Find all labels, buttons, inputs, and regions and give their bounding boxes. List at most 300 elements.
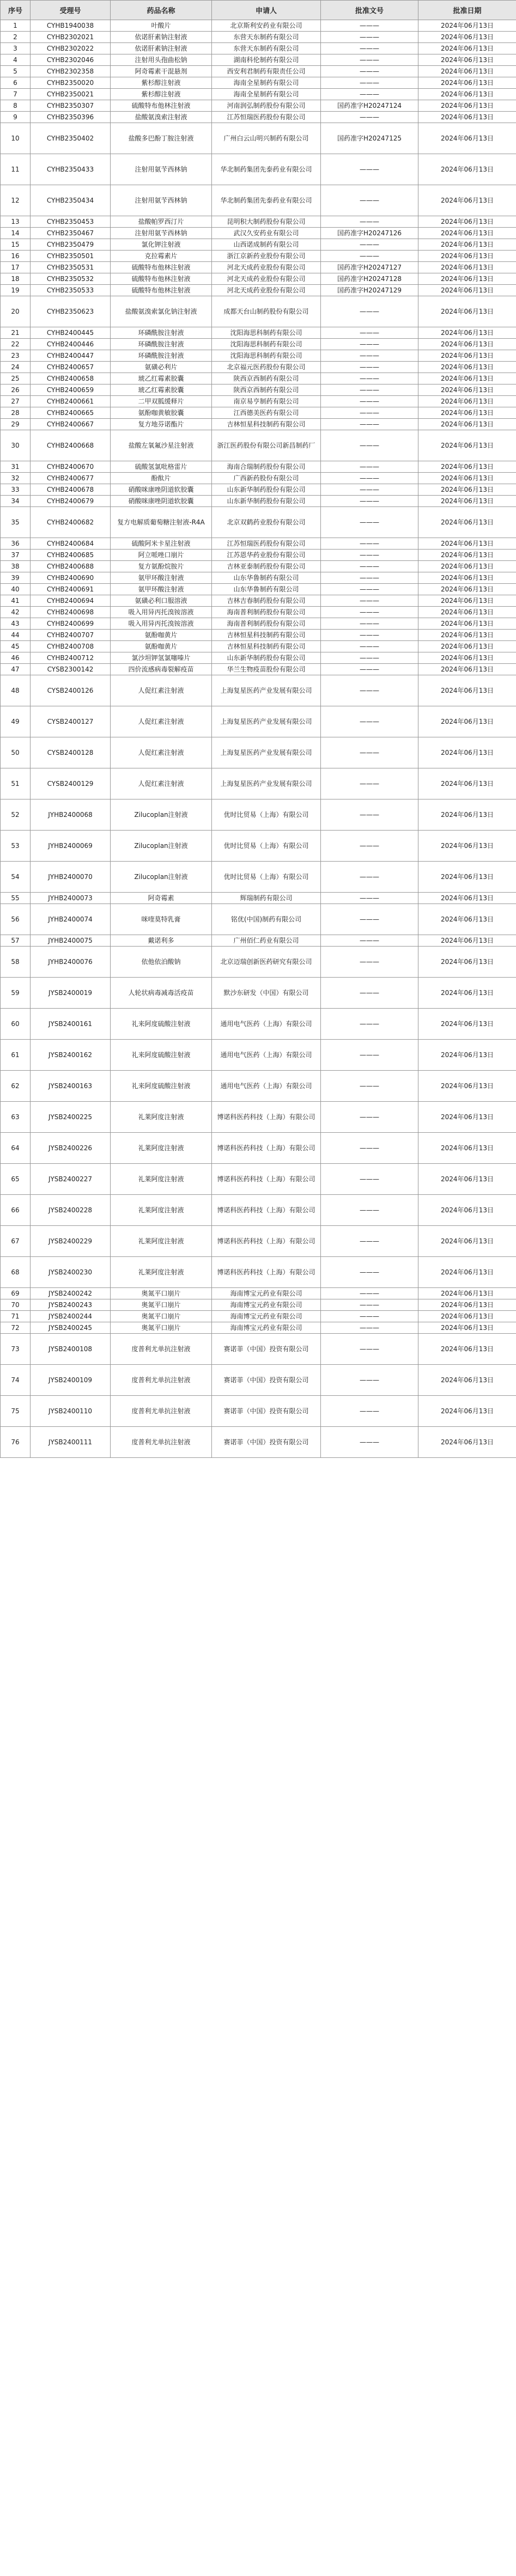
cell-drug-name: 硫酸特布他林注射液 xyxy=(111,273,212,285)
table-row xyxy=(1,373,516,384)
cell-approval-no: ——— xyxy=(321,664,418,675)
cell-acceptance-no: CYHB2400699 xyxy=(31,618,111,630)
cell-drug-name: 氨酚咖黄片 xyxy=(111,641,212,652)
cell-applicant: 北京斯利安药业有限公司 xyxy=(212,20,321,32)
cell-approval-no: ——— xyxy=(321,1396,418,1427)
cell-drug-name: 复方电解质葡萄糖注射液-R4A xyxy=(111,507,212,538)
cell-approval-no: ——— xyxy=(321,54,418,66)
cell-applicant: 沈阳海思科制药有限公司 xyxy=(212,327,321,339)
table-row xyxy=(1,496,516,507)
table-row xyxy=(1,561,516,572)
cell-drug-name: 盐酸左氧氟沙星注射液 xyxy=(111,430,212,461)
cell-applicant: 广州佰仁药业有限公司 xyxy=(212,935,321,947)
cell-applicant: 浙江医药股份有限公司新昌制药厂 xyxy=(212,430,321,461)
cell-index: 6 xyxy=(1,77,31,89)
cell-approval-no: ——— xyxy=(321,384,418,396)
cell-approval-date: 2024年06月13日 xyxy=(418,652,516,664)
cell-applicant: 吉林吉春制药股份有限公司 xyxy=(212,595,321,607)
cell-approval-no: ——— xyxy=(321,737,418,768)
cell-approval-no: 国药准字H20247128 xyxy=(321,273,418,285)
cell-approval-no: ——— xyxy=(321,339,418,350)
cell-acceptance-no: JYSB2400243 xyxy=(31,1299,111,1311)
cell-approval-no: ——— xyxy=(321,296,418,327)
cell-index: 28 xyxy=(1,407,31,419)
cell-approval-date: 2024年06月13日 xyxy=(418,350,516,362)
cell-approval-date: 2024年06月13日 xyxy=(418,89,516,100)
cell-drug-name: 人促红素注射液 xyxy=(111,706,212,737)
table-row xyxy=(1,20,516,32)
cell-applicant: 辉瑞制药有限公司 xyxy=(212,893,321,904)
cell-acceptance-no: CYHB2400667 xyxy=(31,419,111,430)
cell-applicant: 北京福元医药股份有限公司 xyxy=(212,362,321,373)
cell-approval-no: ——— xyxy=(321,185,418,216)
cell-drug-name: 阿奇霉素 xyxy=(111,893,212,904)
table-row xyxy=(1,584,516,595)
cell-drug-name: 注射用头孢曲松钠 xyxy=(111,54,212,66)
cell-applicant: 海南博宝元药业有限公司 xyxy=(212,1311,321,1322)
cell-applicant: 吉林亚泰制药股份有限公司 xyxy=(212,561,321,572)
cell-drug-name: 度普利尤单抗注射液 xyxy=(111,1365,212,1396)
cell-index: 71 xyxy=(1,1311,31,1322)
cell-approval-no: 国药准字H20247125 xyxy=(321,123,418,154)
cell-index: 51 xyxy=(1,768,31,799)
table-row xyxy=(1,607,516,618)
cell-approval-no: ——— xyxy=(321,706,418,737)
cell-approval-no: ——— xyxy=(321,978,418,1009)
table-row xyxy=(1,396,516,407)
cell-acceptance-no: CYSB2400128 xyxy=(31,737,111,768)
cell-acceptance-no: JYHB2400073 xyxy=(31,893,111,904)
table-row xyxy=(1,1311,516,1322)
cell-index: 43 xyxy=(1,618,31,630)
cell-drug-name: 礼莱阿度注射液 xyxy=(111,1226,212,1257)
cell-acceptance-no: JYSB2400245 xyxy=(31,1322,111,1334)
cell-applicant: 山东新华制药股份有限公司 xyxy=(212,496,321,507)
cell-approval-no: ——— xyxy=(321,89,418,100)
cell-applicant: 陕西京西制药有限公司 xyxy=(212,384,321,396)
cell-acceptance-no: CYHB2350467 xyxy=(31,228,111,239)
cell-index: 72 xyxy=(1,1322,31,1334)
cell-applicant: 湖南科伦制药有限公司 xyxy=(212,54,321,66)
cell-approval-date: 2024年06月13日 xyxy=(418,1334,516,1365)
table-row xyxy=(1,572,516,584)
cell-approval-date: 2024年06月13日 xyxy=(418,362,516,373)
cell-acceptance-no: CYHB2350532 xyxy=(31,273,111,285)
header-approval-no: 批准文号 xyxy=(321,1,418,20)
cell-approval-date: 2024年06月13日 xyxy=(418,32,516,43)
cell-drug-name: Zilucoplan注射液 xyxy=(111,831,212,862)
cell-approval-no: ——— xyxy=(321,652,418,664)
table-row xyxy=(1,1009,516,1040)
cell-drug-name: Zilucoplan注射液 xyxy=(111,799,212,831)
cell-index: 61 xyxy=(1,1040,31,1071)
cell-approval-no: ——— xyxy=(321,538,418,550)
cell-drug-name: 硫酸特布他林注射液 xyxy=(111,100,212,112)
cell-approval-date: 2024年06月13日 xyxy=(418,373,516,384)
cell-approval-date: 2024年06月13日 xyxy=(418,100,516,112)
cell-approval-date: 2024年06月13日 xyxy=(418,1396,516,1427)
cell-approval-no: ——— xyxy=(321,1322,418,1334)
table-row xyxy=(1,112,516,123)
cell-index: 22 xyxy=(1,339,31,350)
cell-drug-name: 度普利尤单抗注射液 xyxy=(111,1334,212,1365)
cell-approval-no: ——— xyxy=(321,630,418,641)
cell-approval-date: 2024年06月13日 xyxy=(418,407,516,419)
cell-applicant: 吉林恒星科技制药有限公司 xyxy=(212,419,321,430)
cell-index: 12 xyxy=(1,185,31,216)
cell-acceptance-no: CYHB2400658 xyxy=(31,373,111,384)
cell-drug-name: 奥氮平口崩片 xyxy=(111,1311,212,1322)
cell-drug-name: Zilucoplan注射液 xyxy=(111,862,212,893)
table-row xyxy=(1,1071,516,1102)
cell-approval-date: 2024年06月13日 xyxy=(418,641,516,652)
cell-applicant: 武汉久安药业有限公司 xyxy=(212,228,321,239)
cell-acceptance-no: JYSB2400228 xyxy=(31,1195,111,1226)
cell-index: 3 xyxy=(1,43,31,54)
cell-approval-date: 2024年06月13日 xyxy=(418,77,516,89)
cell-drug-name: 紫杉醇注射液 xyxy=(111,77,212,89)
cell-applicant: 沈阳海思科制药有限公司 xyxy=(212,339,321,350)
cell-acceptance-no: CYHB2350307 xyxy=(31,100,111,112)
cell-approval-date: 2024年06月13日 xyxy=(418,675,516,706)
cell-acceptance-no: CYHB2400677 xyxy=(31,473,111,484)
cell-applicant: 陕西京西制药有限公司 xyxy=(212,373,321,384)
cell-approval-no: ——— xyxy=(321,595,418,607)
cell-applicant: 通用电气医药（上海）有限公司 xyxy=(212,1009,321,1040)
table-row xyxy=(1,239,516,251)
cell-index: 70 xyxy=(1,1299,31,1311)
cell-acceptance-no: JYHB2400074 xyxy=(31,904,111,935)
cell-acceptance-no: JYSB2400163 xyxy=(31,1071,111,1102)
cell-approval-no: ——— xyxy=(321,473,418,484)
cell-drug-name: 复方氨酚烷胺片 xyxy=(111,561,212,572)
cell-approval-no: ——— xyxy=(321,935,418,947)
cell-index: 76 xyxy=(1,1427,31,1458)
cell-approval-date: 2024年06月13日 xyxy=(418,550,516,561)
cell-index: 74 xyxy=(1,1365,31,1396)
cell-approval-no: 国药准字H20247126 xyxy=(321,228,418,239)
cell-index: 49 xyxy=(1,706,31,737)
cell-approval-no: ——— xyxy=(321,947,418,978)
cell-approval-no: ——— xyxy=(321,419,418,430)
cell-drug-name: 硫酸特布他林注射液 xyxy=(111,285,212,296)
cell-applicant: 广州白云山明兴制药有限公司 xyxy=(212,123,321,154)
cell-index: 8 xyxy=(1,100,31,112)
cell-acceptance-no: CYSB2400126 xyxy=(31,675,111,706)
cell-approval-no: ——— xyxy=(321,1288,418,1299)
cell-approval-no: ——— xyxy=(321,1040,418,1071)
cell-approval-no: ——— xyxy=(321,430,418,461)
cell-acceptance-no: CYHB2400445 xyxy=(31,327,111,339)
cell-applicant: 海南博宝元药业有限公司 xyxy=(212,1322,321,1334)
cell-acceptance-no: CYHB2302021 xyxy=(31,32,111,43)
cell-approval-no: ——— xyxy=(321,20,418,32)
cell-acceptance-no: CYHB2400682 xyxy=(31,507,111,538)
cell-approval-no: ——— xyxy=(321,1257,418,1288)
cell-drug-name: 礼莱阿度注射液 xyxy=(111,1257,212,1288)
cell-drug-name: 礼莱阿度注射液 xyxy=(111,1164,212,1195)
table-row xyxy=(1,1427,516,1458)
cell-acceptance-no: CYHB2350501 xyxy=(31,251,111,262)
cell-approval-no: ——— xyxy=(321,550,418,561)
cell-approval-date: 2024年06月13日 xyxy=(418,185,516,216)
cell-index: 37 xyxy=(1,550,31,561)
table-row xyxy=(1,1365,516,1396)
cell-drug-name: 二甲双胍缓释片 xyxy=(111,396,212,407)
cell-index: 52 xyxy=(1,799,31,831)
cell-approval-no: ——— xyxy=(321,584,418,595)
cell-approval-no: ——— xyxy=(321,327,418,339)
cell-index: 29 xyxy=(1,419,31,430)
cell-drug-name: 吸入用异丙托溴铵溶液 xyxy=(111,607,212,618)
cell-index: 26 xyxy=(1,384,31,396)
cell-approval-no: ——— xyxy=(321,893,418,904)
cell-drug-name: 氨酚咖黄片 xyxy=(111,630,212,641)
cell-index: 2 xyxy=(1,32,31,43)
cell-acceptance-no: JYSB2400161 xyxy=(31,1009,111,1040)
cell-approval-date: 2024年06月13日 xyxy=(418,273,516,285)
cell-approval-date: 2024年06月13日 xyxy=(418,893,516,904)
cell-approval-no: ——— xyxy=(321,675,418,706)
cell-acceptance-no: CYHB2400708 xyxy=(31,641,111,652)
table-row xyxy=(1,1226,516,1257)
cell-approval-date: 2024年06月13日 xyxy=(418,1311,516,1322)
cell-index: 39 xyxy=(1,572,31,584)
cell-approval-date: 2024年06月13日 xyxy=(418,1288,516,1299)
cell-applicant: 海南合瑞制药股份有限公司 xyxy=(212,461,321,473)
cell-index: 45 xyxy=(1,641,31,652)
cell-applicant: 昆明积大制药股份有限公司 xyxy=(212,216,321,228)
cell-index: 9 xyxy=(1,112,31,123)
cell-index: 24 xyxy=(1,362,31,373)
table-row xyxy=(1,43,516,54)
cell-approval-date: 2024年06月13日 xyxy=(418,1195,516,1226)
table-row xyxy=(1,904,516,935)
cell-acceptance-no: CYHB2400712 xyxy=(31,652,111,664)
cell-approval-date: 2024年06月13日 xyxy=(418,607,516,618)
cell-approval-date: 2024年06月13日 xyxy=(418,430,516,461)
cell-index: 5 xyxy=(1,66,31,77)
cell-approval-no: ——— xyxy=(321,362,418,373)
cell-applicant: 江苏恒瑞医药股份有限公司 xyxy=(212,538,321,550)
cell-drug-name: 咪喹莫特乳膏 xyxy=(111,904,212,935)
cell-drug-name: 硫酸阿米卡星注射液 xyxy=(111,538,212,550)
cell-applicant: 江苏恩华药业股份有限公司 xyxy=(212,550,321,561)
cell-index: 15 xyxy=(1,239,31,251)
cell-drug-name: 环磷酰胺注射液 xyxy=(111,339,212,350)
cell-drug-name: 氯化钾注射液 xyxy=(111,239,212,251)
cell-approval-date: 2024年06月13日 xyxy=(418,216,516,228)
cell-applicant: 山东华鲁制药有限公司 xyxy=(212,584,321,595)
cell-approval-date: 2024年06月13日 xyxy=(418,419,516,430)
table-row xyxy=(1,228,516,239)
cell-drug-name: 克拉霉素片 xyxy=(111,251,212,262)
cell-index: 32 xyxy=(1,473,31,484)
cell-approval-no: ——— xyxy=(321,484,418,496)
cell-drug-name: 礼莱阿度注射液 xyxy=(111,1133,212,1164)
cell-drug-name: 礼莱阿度注射液 xyxy=(111,1195,212,1226)
cell-approval-date: 2024年06月13日 xyxy=(418,1299,516,1311)
cell-applicant: 南京易亨制药有限公司 xyxy=(212,396,321,407)
cell-approval-no: ——— xyxy=(321,77,418,89)
table-row xyxy=(1,273,516,285)
cell-approval-date: 2024年06月13日 xyxy=(418,239,516,251)
cell-approval-no: ——— xyxy=(321,799,418,831)
cell-approval-date: 2024年06月13日 xyxy=(418,473,516,484)
table-row xyxy=(1,262,516,273)
cell-applicant: 河北天成药业股份有限公司 xyxy=(212,285,321,296)
cell-acceptance-no: CYHB2350402 xyxy=(31,123,111,154)
cell-drug-name: 奥氮平口崩片 xyxy=(111,1288,212,1299)
table-row xyxy=(1,285,516,296)
table-row xyxy=(1,595,516,607)
cell-index: 20 xyxy=(1,296,31,327)
cell-approval-no: ——— xyxy=(321,396,418,407)
cell-approval-date: 2024年06月13日 xyxy=(418,737,516,768)
cell-index: 40 xyxy=(1,584,31,595)
cell-drug-name: 盐酸氨溴索注射液 xyxy=(111,112,212,123)
cell-approval-date: 2024年06月13日 xyxy=(418,630,516,641)
table-row xyxy=(1,339,516,350)
cell-drug-name: 人促红素注射液 xyxy=(111,737,212,768)
cell-applicant: 通用电气医药（上海）有限公司 xyxy=(212,1071,321,1102)
cell-drug-name: 礼来阿度硫酸注射液 xyxy=(111,1040,212,1071)
cell-approval-no: ——— xyxy=(321,572,418,584)
cell-applicant: 赛诺菲（中国）投资有限公司 xyxy=(212,1365,321,1396)
cell-approval-no: ——— xyxy=(321,1071,418,1102)
cell-acceptance-no: CYHB2400446 xyxy=(31,339,111,350)
cell-applicant: 山西诺成制药有限公司 xyxy=(212,239,321,251)
cell-applicant: 江西德美医药有限公司 xyxy=(212,407,321,419)
table-row xyxy=(1,641,516,652)
cell-acceptance-no: JYHB2400068 xyxy=(31,799,111,831)
table-row xyxy=(1,947,516,978)
cell-drug-name: 礼莱阿度注射液 xyxy=(111,1102,212,1133)
cell-drug-name: 紫杉醇注射液 xyxy=(111,89,212,100)
cell-drug-name: 人促红素注射液 xyxy=(111,768,212,799)
cell-acceptance-no: CYHB2302358 xyxy=(31,66,111,77)
cell-drug-name: 氨甲环酸注射液 xyxy=(111,572,212,584)
cell-approval-no: ——— xyxy=(321,1133,418,1164)
cell-acceptance-no: CYSB2400127 xyxy=(31,706,111,737)
cell-approval-date: 2024年06月13日 xyxy=(418,1365,516,1396)
cell-approval-date: 2024年06月13日 xyxy=(418,507,516,538)
cell-drug-name: 礼来阿度硫酸注射液 xyxy=(111,1071,212,1102)
table-row xyxy=(1,407,516,419)
cell-acceptance-no: JYSB2400230 xyxy=(31,1257,111,1288)
cell-index: 63 xyxy=(1,1102,31,1133)
cell-acceptance-no: CYHB2400679 xyxy=(31,496,111,507)
table-row xyxy=(1,507,516,538)
cell-approval-date: 2024年06月13日 xyxy=(418,935,516,947)
table-row xyxy=(1,935,516,947)
cell-applicant: 吉林恒星科技制药有限公司 xyxy=(212,641,321,652)
cell-index: 57 xyxy=(1,935,31,947)
cell-acceptance-no: CYHB2350021 xyxy=(31,89,111,100)
table-row xyxy=(1,862,516,893)
cell-index: 16 xyxy=(1,251,31,262)
cell-acceptance-no: JYSB2400229 xyxy=(31,1226,111,1257)
table-row xyxy=(1,123,516,154)
table-row xyxy=(1,893,516,904)
table-row xyxy=(1,1257,516,1288)
cell-approval-date: 2024年06月13日 xyxy=(418,43,516,54)
cell-applicant: 东营天东制药有限公司 xyxy=(212,43,321,54)
cell-applicant: 广西新药股份有限公司 xyxy=(212,473,321,484)
cell-acceptance-no: CYHB2400659 xyxy=(31,384,111,396)
table-row xyxy=(1,706,516,737)
cell-acceptance-no: CYHB2350623 xyxy=(31,296,111,327)
cell-approval-date: 2024年06月13日 xyxy=(418,561,516,572)
cell-acceptance-no: CYHB2400685 xyxy=(31,550,111,561)
cell-index: 65 xyxy=(1,1164,31,1195)
cell-drug-name: 礼来阿度硫酸注射液 xyxy=(111,1009,212,1040)
cell-acceptance-no: CYHB2350396 xyxy=(31,112,111,123)
cell-approval-no: 国药准字H20247129 xyxy=(321,285,418,296)
cell-drug-name: 四价流感病毒裂解疫苗 xyxy=(111,664,212,675)
cell-acceptance-no: JYSB2400111 xyxy=(31,1427,111,1458)
cell-drug-name: 阿奇霉素干混悬剂 xyxy=(111,66,212,77)
cell-approval-date: 2024年06月13日 xyxy=(418,1040,516,1071)
cell-approval-date: 2024年06月13日 xyxy=(418,484,516,496)
table-row xyxy=(1,1299,516,1311)
table-row xyxy=(1,737,516,768)
cell-index: 34 xyxy=(1,496,31,507)
cell-acceptance-no: JYHB2400070 xyxy=(31,862,111,893)
cell-approval-no: ——— xyxy=(321,350,418,362)
cell-applicant: 博诺科医药科技（上海）有限公司 xyxy=(212,1226,321,1257)
cell-index: 58 xyxy=(1,947,31,978)
table-row xyxy=(1,538,516,550)
cell-index: 75 xyxy=(1,1396,31,1427)
table-row xyxy=(1,799,516,831)
cell-drug-name: 戴诺利多 xyxy=(111,935,212,947)
cell-applicant: 赛诺菲（中国）投资有限公司 xyxy=(212,1334,321,1365)
cell-drug-name: 硫酸氢氯吡格雷片 xyxy=(111,461,212,473)
cell-acceptance-no: CYSB2300142 xyxy=(31,664,111,675)
cell-acceptance-no: CYHB2350533 xyxy=(31,285,111,296)
cell-acceptance-no: CYHB2350479 xyxy=(31,239,111,251)
cell-applicant: 东营天东制药有限公司 xyxy=(212,32,321,43)
table-row xyxy=(1,1133,516,1164)
cell-acceptance-no: JYHB2400069 xyxy=(31,831,111,862)
cell-approval-date: 2024年06月13日 xyxy=(418,496,516,507)
cell-acceptance-no: CYHB2400684 xyxy=(31,538,111,550)
cell-applicant: 吉林恒星科技制药有限公司 xyxy=(212,630,321,641)
cell-applicant: 博诺科医药科技（上海）有限公司 xyxy=(212,1195,321,1226)
cell-index: 17 xyxy=(1,262,31,273)
cell-drug-name: 硫酸特布他林注射液 xyxy=(111,262,212,273)
cell-approval-date: 2024年06月13日 xyxy=(418,1133,516,1164)
cell-index: 64 xyxy=(1,1133,31,1164)
cell-applicant: 铭优(中国)制药有限公司 xyxy=(212,904,321,935)
cell-acceptance-no: CYSB2400129 xyxy=(31,768,111,799)
cell-approval-no: ——— xyxy=(321,216,418,228)
cell-acceptance-no: JYSB2400242 xyxy=(31,1288,111,1299)
cell-approval-no: ——— xyxy=(321,32,418,43)
cell-acceptance-no: CYHB2400665 xyxy=(31,407,111,419)
cell-approval-date: 2024年06月13日 xyxy=(418,327,516,339)
cell-drug-name: 盐酸氨溴索氯化钠注射液 xyxy=(111,296,212,327)
cell-acceptance-no: JYSB2400226 xyxy=(31,1133,111,1164)
cell-applicant: 赛诺菲（中国）投资有限公司 xyxy=(212,1427,321,1458)
cell-index: 47 xyxy=(1,664,31,675)
cell-drug-name: 吸入用异丙托溴铵溶液 xyxy=(111,618,212,630)
cell-index: 56 xyxy=(1,904,31,935)
cell-applicant: 沈阳海思科制药有限公司 xyxy=(212,350,321,362)
cell-acceptance-no: CYHB1940038 xyxy=(31,20,111,32)
cell-acceptance-no: JYHB2400075 xyxy=(31,935,111,947)
